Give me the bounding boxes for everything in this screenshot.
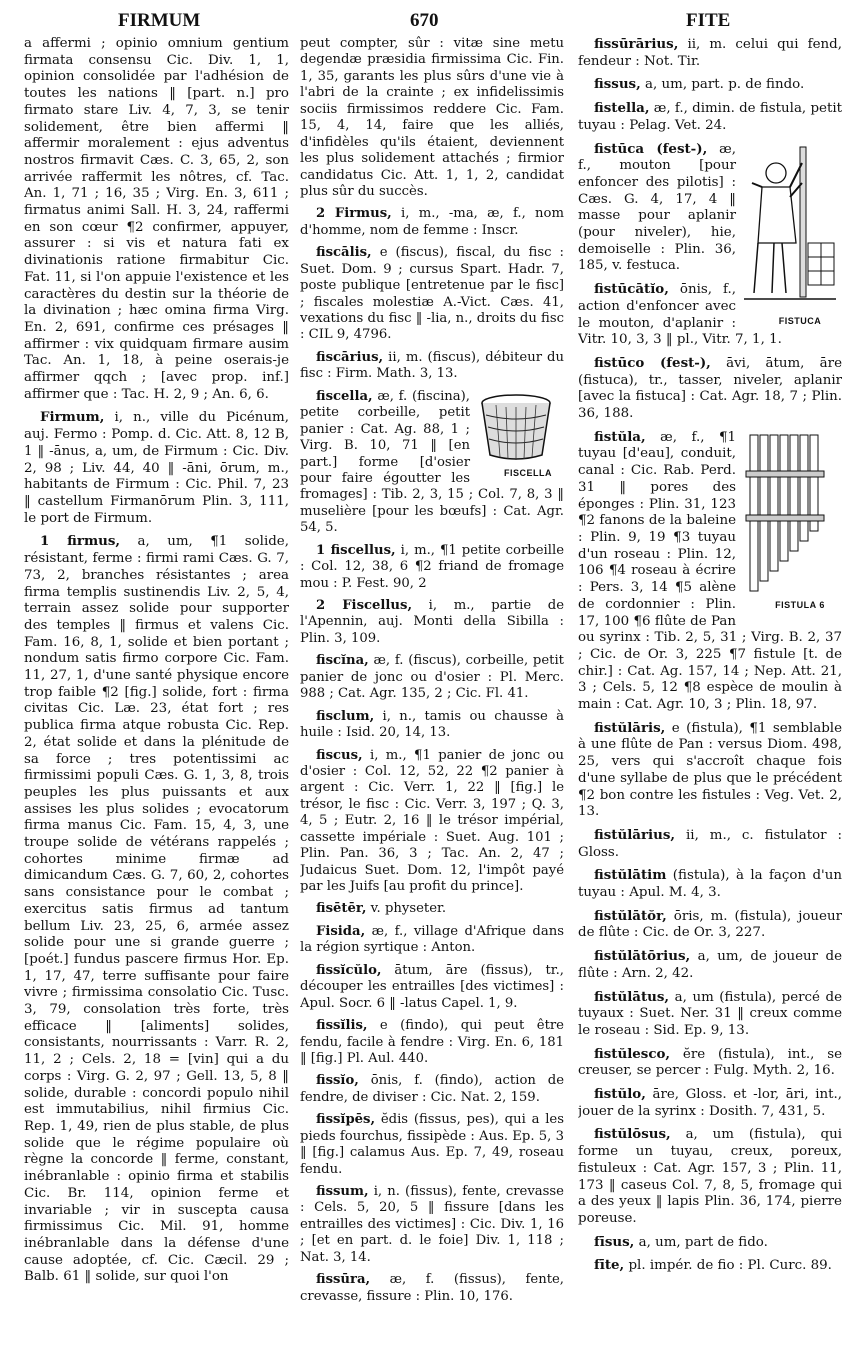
entry-headword: 2 Fiscellus, [316,598,413,613]
entry-headword: fistŭlātŏr, [594,907,667,924]
dictionary-entry [300,748,564,896]
entry-definition: e (fiscus), fiscal, du fisc : Suet. Dom. 9 ; cursus Spart. Hadr. 7, poste publique [entretenue par le fisc] ; fiscales molestiæ A.-Vict. Cæs. 41, vexations du fisc ‖ -lia, n., droits du fisc : CIL 9, 4796. [300,245,564,343]
entry-headword: 2 Firmus, [316,206,392,222]
entry-headword: fisclum, [316,708,375,724]
dictionary-entry [578,1046,842,1080]
entry-definition: i, m., ¶1 panier de jonc ou d'osier : Col. 12, 52, 22 ¶2 panier à argent : Cic. Verr. 1, 22 ‖ [fig.] le trésor, le fisc : Cic. Verr. 3, 197 ; Q. 3, 4, 5 ; Eutr. 2, 16 ‖ le trésor impérial, cassette impériale : Suet. Aug. 101 ; Plin. Pan. 36, 3 ; Tac. An. 2, 47 ; Judaicus Suet. Dom. 12, l'impôt payé par les Juifs [au profit du prince]. [300,747,564,894]
entry-definition: æ, f. (fissus), fente, crevasse, fissure : Plin. 10, 176. [300,1272,564,1304]
entry-definition: ōnis, f. (findo), action de fendre, de diviser : Cic. Nat. 2, 159. [300,1073,564,1105]
dictionary-entry [300,350,564,383]
entry-headword: 1 fiscellus, [316,542,396,558]
dictionary-entry [300,963,564,1012]
entry-headword: fissus, [594,76,641,93]
dictionary-entry [300,1073,564,1106]
entry-headword: fistŭlo, [594,1086,646,1103]
entry-definition: peut compter, sûr : vitæ sine metu degendæ præsidia firmissima Cic. Fin. 1, 35, garants les plus sûrs d'une vie à l'abri de la crainte ; ex infidelissimis sociis firmissimos reddere Cic. Fam. 15, 4, 14, faire que les alliés, d'infidèles qu'ils étaient, deviennent les plus solidement attachés ; firmior candidatus Cic. Att. 1, 1, 2, candidat plus sûr du succès. [300,36,564,199]
rammer-worker-drawing [742,143,838,311]
entry-headword: fissĭcŭlo, [316,962,382,978]
dictionary-entry [578,827,842,861]
dictionary-entry [578,429,842,714]
dictionary-entry [578,1257,842,1275]
fiscella-caption: FISCELLA [504,467,552,478]
entry-definition: āvi, ātum, āre (fistuca), tr., tasser, niveler, aplanir [avec la fistuca] : Cat. Agr. 18, 7 ; Plin. 36, 188. [578,355,842,422]
entry-definition: v. physeter. [370,901,447,917]
entry-definition: a, um (fistula), qui forme un tuyau, creux, poreux, fistuleux : Cat. Agr. 157, 3 ; Plin. 11, 173 ‖ caseus Col. 7, 8, 5, fromage qui a des yeux ‖ lapis Plin. 36, 174, pierre poreuse. [578,1127,842,1226]
fiscella-illustration [476,391,564,481]
entry-definition: a, um (fistula), percé de tuyaux : Suet. Ner. 31 ‖ creux comme le roseau : Sid. Ep. 9, 13. [578,989,842,1038]
dictionary-entry [300,36,564,200]
entry-definition: a, um, de joueur de flûte : Arn. 2, 42. [578,949,842,981]
entry-definition: e (findo), qui peut être fendu, facile à fendre : Virg. En. 6, 181 ‖ [fig.] Pl. Aul. 440. [300,1018,564,1066]
entry-definition: ii, m. (fiscus), débiteur du fisc : Firm. Math. 3, 13. [300,349,564,382]
entry-definition: i, n., ville du Picénum, auj. Fermo : Pomp. d. Cic. Att. 8, 12 B, 1 ‖ -ānus, a, um, de Firmum : Cic. Div. 2, 98 ; Liv. 44, 40 ‖ -āni, ōrum, m., habitants de Firmum : Cic. Phil. 7, 23 ‖ castellum Firmanōrum Plin. 3, 111, le port de Firmum. [24,410,289,526]
dictionary-entry [578,76,842,94]
entry-headword: fistŭlātōrius, [594,948,691,965]
entry-definition: i, n. (fissus), fente, crevasse : Cels. 5, 20, 5 ‖ fissure [dans les entrailles des victimes] : Cic. Div. 1, 16 ; [et en part. d. le foie] Div. 1, 118 ; Nat. 3, 14. [300,1184,564,1265]
entry-definition: i, n., tamis ou chausse à huile : Isid. 20, 14, 13. [300,708,564,741]
entry-definition: ōris, m. (fistula), joueur de flûte : Cic. de Or. 3, 227. [578,908,842,941]
dictionary-entry [300,901,564,917]
dictionary-entry [24,409,289,527]
entry-definition: æ, f., village d'Afrique dans la région syrtique : Anton. [300,923,564,956]
dictionary-entry [578,948,842,982]
entry-definition: i, m., partie de l'Apennin, auj. Monti della Sibilla : Plin. 3, 109. [300,598,564,646]
entry-definition: ii, m., c. fistulator : Gloss. [578,827,842,860]
dictionary-entry [578,355,842,423]
fistula-caption: FISTULA 6 [775,599,825,610]
entry-definition: ii, m. celui qui fend, fendeur : Not. Tir. [578,37,842,69]
entry-headword: fissūrārius, [594,36,679,52]
entry-headword: fistella, [594,100,650,117]
entry-headword: fistūcātĭo, [594,281,669,298]
entry-headword: fissum, [316,1184,369,1199]
dictionary-entry [300,389,564,537]
entry-headword: fiscella, [316,388,373,404]
entry-headword: fiscārius, [316,349,384,365]
fistuca-caption: FISTUCA [778,315,822,326]
entry-definition: ĕdis (fissus, pes), qui a les pieds fourchus, fissipède : Aus. Ep. 5, 3 ‖ [fig.] calamus Aus. Ep. 7, 49, roseau fendu. [300,1112,564,1177]
page-header [0,6,862,34]
dictionary-entry [24,533,289,1286]
entry-definition: æ, f. (fiscina), petite corbeille, petit panier : Cat. Ag. 88, 1 ; Virg. B. 10, 71 ‖ [en part.] forme [d'osier pour faire égoutter les fromages] : Tib. 2, 3, 15 ; Col. 7, 8, 3 ‖ muselière [pour les bœufs] : Cat. Agr. 54, 5. [300,388,564,536]
entry-headword: fistŭlōsus, [594,1126,671,1143]
dictionary-entry [300,653,564,702]
dictionary-entry [300,245,564,344]
dictionary-entry [300,1272,564,1305]
entry-headword: Fisida, [316,923,366,939]
entry-headword: fistūca (fest-), [594,140,708,157]
entry-headword: fistūco (fest-), [594,354,711,371]
entry-definition: ōnis, f., action d'enfoncer avec le mouton, d'aplanir : Vitr. 10, 3, 3 ‖ pl., Vitr. 7, 1, 1. [578,282,782,348]
entry-headword: fistŭlesco, [594,1045,671,1062]
entry-headword: fissūra, [316,1272,371,1288]
entry-definition: (fistula), à la façon d'un tuyau : Apul. M. 4, 3. [578,868,842,901]
entry-definition: ātum, āre (fissus), tr., découper les entrailles [des victimes] : Apul. Socr. 6 ‖ -latus Capel. 1, 9. [300,962,564,1011]
entry-headword: fissĭo, [316,1073,359,1089]
column-1 [24,36,289,1346]
entry-headword: fistŭlāris, [594,719,666,736]
entry-headword: fīte, [594,1257,625,1274]
entry-definition: a, um, ¶1 solide, résistant, ferme : firmi rami Cæs. G. 7, 73, 2, branches résistantes ; area firma templis sustinendis Liv. 2, 5, 4, terrain assez solide pour supporter des temples ‖ firmus et valens Cic. Fam. 16, 8, 1, solide et bien portant ; nondum satis firmo corpore Cic. Fam. 11, 27, 1, d'une santé physique encore trop faible ¶2 [fig.] solide, fort : firma civitas Cic. Læ. 23, état fort ; res publica firma atque robusta Cic. Rep. 2, état solide et dans la plénitude de sa force ; tres potentissimi ac firmissimi populi Cæs. G. 1, 3, 8, trois peuples les plus puissants et aux assises les plus solides ; evocatorum firma manus Cic. Fam. 15, 4, 3, une troupe solide de vétérans rappelés ; cohortes minime firmæ ad dimicandum Cæs. G. 7, 60, 2, cohortes sans consistance pour le combat ; exercitus satis firmus ad tantum bellum Liv. 23, 25, 6, armée assez solide pour une si grande guerre ; [poét.] fundus pascere firmus Hor. Ep. 1, 17, 47, terre suffisante pour faire vivre ; firmissima consolatio Cic. Tusc. 3, 79, consolation très forte, très efficace ‖ [aliments] solides, consistants, nourrissants : Varr. R. 2, 11, 2 ; Cels. 2, 18 = [vin] qui a du corps : Virg. G. 2, 97 ; Gell. 13, 5, 8 ‖ solide, durable : concordi populo nihil est immutabilius, nihil firmius Cic. Rep. 1, 49, rien de plus stable, de plus solide que le régime populaire où règne la concorde ‖ ferme, constant, inébranlable : opinio firma et stabilis Cic. Br. 114, opinion ferme et invariable ; vir in suscepta causa firmissimus Cic. Mil. 91, homme inébranlable dans la défense d'une cause adoptée, cf. Cic. Cæcil. 29 ; Balb. 61 ‖ solide, sur quoi l'on [24,534,289,1285]
entry-headword: fistŭlātim [594,867,667,884]
entry-definition: ĕre (fistula), int., se creuser, se percer : Fulg. Myth. 2, 16. [578,1046,842,1079]
dictionary-entry [578,1126,842,1227]
dictionary-entry [300,206,564,239]
pan-flute-drawing [742,431,832,595]
entry-definition: æ, f. (fiscus), corbeille, petit panier de jonc ou d'osier : Pl. Merc. 988 ; Cat. Agr. 135, 2 ; Cic. Fl. 41. [300,653,564,702]
entry-headword: fiscus, [316,747,363,763]
entry-headword: fīsus, [594,1233,635,1250]
entry-headword: fiscālis, [316,245,372,261]
entry-headword: fissĭlis, [316,1018,368,1034]
entry-headword: fisētēr, [316,901,367,917]
entry-definition: a, um, part de fido. [638,1234,768,1250]
page-number: 670 [410,10,439,31]
dictionary-entry [578,867,842,901]
dictionary-entry [578,1086,842,1120]
entry-definition: æ, f., ¶1 tuyau [d'eau], conduit, canal : Cic. Rab. Perd. 31 ‖ pores des éponges : Plin. 31, 123 ¶2 fanons de la baleine : Plin. 9, 19 ¶3 tuyau d'un roseau : Plin. 12, 106 ¶4 roseau à écrire : Pers. 3, 14 ¶5 alène de cordonnier : Plin. 17, 100 ¶6 flûte de Pan ou syrinx : Tib. 2, 5, 31 ; Virg. B. 2, 37 ; Cic. de Or. 3, 225 ¶7 fistule [t. de chir.] : Cat. Ag. 157, 14 ; Nep. Att. 21, 3 ; Cels. 5, 12 ¶8 espèce de moulin à main : Cat. Agr. 10, 3 ; Plin. 18, 97. [578,429,842,713]
dictionary-entry [578,720,842,821]
dictionary-entry [300,543,564,592]
dictionary-entry [24,36,289,403]
entry-definition: a, um, part. p. de findo. [645,77,805,93]
dictionary-entry [578,36,842,70]
entry-definition: āre, Gloss. et -lor, āri, int., jouer de la syrinx : Dosith. 7, 431, 5. [578,1087,842,1119]
fistuca-illustration [742,143,842,330]
entry-definition: a affermi ; opinio omnium gentium firmata consensu Cic. Div. 1, 1, opinion consolidée par l'adhésion de toutes les nations ‖ [part. n.] pro firmato stare Liv. 4, 7, 3, se tenir solidement, être bien affermi ‖ affermir moralement : ejus adventus nostros firmavit Cæs. C. 3, 65, 2, son arrivée raffermit les nôtres, cf. Tac. An. 1, 71 ; 16, 35 ; Virg. En. 3, 611 ; firmatus animi Sall. H. 3, 24, raffermi en son cœur ¶2 confirmer, appuyer, assurer : si vis et natura fati ex divinationis ratione firmabitur Cic. Fat. 11, si l'on appuie l'existence et les caractères du destin sur la théorie de la divination ; hæc omina firma Virg. En. 2, 691, confirme ces présages ‖ affirmer : vix quidquam firmare ausim Tac. An. 1, 18, à peine oserais-je affirmer qqch ; [avec prop. inf.] affirmer que : Tac. H. 2, 9 ; An. 6, 6. [24,36,289,402]
dictionary-entry [578,908,842,942]
entry-definition: æ, f., dimin. de fistula, petit tuyau : Pelag. Vet. 24. [578,101,842,133]
entry-headword: fistŭla, [594,428,646,445]
column-2 [300,36,564,1346]
running-head-left: FIRMUM [118,10,201,31]
entry-headword: fistŭlārius, [594,826,676,843]
dictionary-entry [300,709,564,742]
entry-headword: 1 firmus, [40,533,121,550]
entry-headword: fistŭlātus, [594,988,670,1005]
dictionary-entry [578,100,842,134]
entry-definition: æ, f., mouton [pour enfoncer des pilotis] : Cæs. G. 4, 17, 4 ‖ masse pour aplanir (pour niveler), hie, demoiselle : Plin. 36, 185, v. festuca. [578,141,736,274]
entry-headword: Firmum, [40,409,105,426]
basket-drawing [476,391,556,463]
entry-definition: e (fistula), ¶1 semblable à une flûte de Pan : versus Diom. 498, 25, vers qui s'accroît chaque fois d'une syllabe de plus que le précédent ¶2 bon contre les fistules : Veg. Vet. 2, 13. [578,720,842,820]
entry-headword: fiscĭna, [316,653,369,669]
entry-definition: i, m., -ma, æ, f., nom d'homme, nom de femme : Inscr. [300,206,564,238]
entry-definition: pl. impér. de fio : Pl. Curc. 89. [628,1258,832,1274]
running-head-right: FITE [686,10,731,31]
dictionary-columns [0,36,862,1346]
column-3 [578,36,842,1346]
dictionary-entry [300,1018,564,1067]
dictionary-entry [300,598,564,647]
dictionary-entry [300,1112,564,1178]
entry-headword: fissĭpēs, [316,1112,376,1128]
dictionary-entry [578,989,842,1040]
fistula-illustration [742,431,842,614]
dictionary-entry [578,1234,842,1252]
entry-definition: i, m., ¶1 petite corbeille : Col. 12, 38, 6 ¶2 friand de fromage mou : P. Fest. 90, 2 [300,542,564,591]
dictionary-entry [300,1184,564,1266]
dictionary-entry [300,924,564,957]
